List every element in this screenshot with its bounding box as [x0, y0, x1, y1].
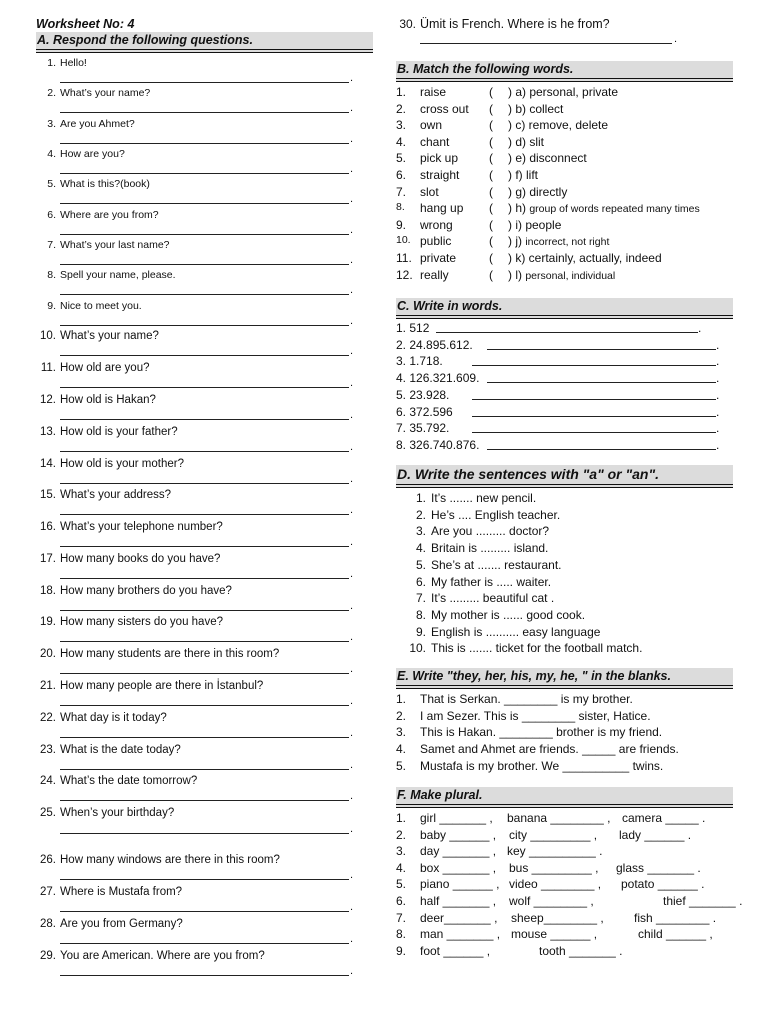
match-word: chant [420, 134, 450, 149]
answer-line[interactable] [60, 737, 349, 738]
question-number: 8. [47, 269, 56, 281]
worksheet-title: Worksheet No: 4 [36, 17, 135, 31]
question-text: How old are you? [60, 362, 150, 374]
section-e-heading: E. Write "they, her, his, my, he, " in the blanks. [396, 668, 733, 689]
answer-line[interactable] [60, 975, 349, 976]
number-label: 4. 126.321.609. [396, 371, 480, 386]
blank-sentence[interactable]: Mustafa is my brother. We __________ twins. [420, 758, 664, 773]
question-text: What’s your telephone number? [60, 521, 223, 533]
question-text: Are you Ahmet? [60, 118, 135, 130]
match-paren[interactable]: ( [489, 184, 493, 199]
match-paren[interactable]: ( [489, 217, 493, 232]
sentence-number: 4. [415, 541, 426, 556]
sentence-number: 8. [415, 607, 426, 622]
blank-number: 3. [396, 725, 407, 740]
question-number: 25. [40, 807, 56, 819]
plural-item [396, 811, 732, 827]
match-definition: ) c) remove, delete [508, 118, 609, 133]
write-in-words-item: 8. 326.740.876. . [396, 437, 720, 452]
answer-line[interactable] [60, 294, 349, 295]
answer-line[interactable] [472, 389, 716, 400]
section-f-heading: F. Make plural. [396, 787, 733, 808]
answer-line[interactable] [60, 355, 349, 356]
match-item [396, 268, 732, 284]
answer-line[interactable] [60, 387, 349, 388]
question-text: What’s your name? [60, 330, 159, 342]
plural-number: 8. [396, 927, 407, 942]
plural-word-a[interactable]: deer_______ , [420, 910, 498, 925]
answer-line[interactable] [60, 234, 349, 235]
write-in-words-item: 4. 126.321.609. . [396, 371, 720, 386]
write-in-words-item: 1. 512 . [396, 321, 702, 335]
match-item [396, 185, 732, 201]
blank-number: 4. [396, 742, 407, 757]
answer-line[interactable] [60, 264, 349, 265]
answer-line[interactable] [60, 143, 349, 144]
number-label: 1. 512 [396, 321, 430, 335]
question-number: 30. [399, 17, 416, 31]
match-paren[interactable]: ( [489, 251, 493, 265]
answer-line[interactable] [60, 673, 349, 674]
question-text: You are American. Where are you from? [60, 950, 265, 962]
plural-word-c[interactable]: glass _______ . [616, 860, 701, 875]
question-text: What’s your name? [60, 87, 151, 99]
sentence-number: 1. [415, 491, 426, 505]
plural-item [396, 944, 732, 960]
match-number: 2. [396, 101, 407, 116]
match-word: own [420, 118, 443, 133]
match-definition: ) b) collect [508, 101, 564, 116]
question-number: 5. [47, 178, 56, 190]
plural-word-a[interactable]: day _______ , [420, 844, 497, 859]
write-in-words-item: 6. 372.596 . [396, 404, 720, 419]
sentence-text[interactable]: My mother is ...... good cook. [431, 607, 586, 622]
sentence-text[interactable]: This is ....... ticket for the football match. [431, 641, 643, 656]
question-text: Are you from Germany? [60, 918, 183, 930]
plural-number: 5. [396, 877, 407, 892]
question-number: 24. [40, 775, 56, 787]
match-text: group of words repeated many times [529, 203, 700, 216]
question-30: 30. Ümit is French. Where is he from? . [396, 17, 732, 47]
question-number: 7. [47, 239, 56, 251]
plural-word-a[interactable]: man _______ , [420, 927, 501, 942]
sentence-number: 5. [415, 557, 426, 572]
match-paren[interactable]: ( [489, 234, 493, 249]
match-definition: ) i) people [508, 217, 562, 232]
question-text: How many sisters do you have? [60, 616, 223, 628]
section-a-heading: A. Respond the following questions. [36, 32, 373, 53]
match-number: 9. [396, 217, 407, 232]
answer-line[interactable] [60, 203, 349, 204]
sentence-text[interactable]: English is .......... easy language [431, 624, 601, 639]
match-word: cross out [420, 101, 469, 116]
match-paren[interactable]: ( [489, 134, 493, 149]
answer-line[interactable] [60, 610, 349, 611]
match-paren[interactable]: ( [489, 201, 493, 216]
match-item [396, 218, 732, 234]
answer-line[interactable] [60, 943, 349, 944]
question-text: Where is Mustafa from? [60, 886, 183, 898]
sentence-number: 6. [415, 574, 426, 589]
write-in-words-item: 5. 23.928. . [396, 387, 720, 402]
write-in-words-item: 2. 24.895.612. . [396, 337, 720, 352]
question-number: 20. [40, 648, 56, 660]
question-text: Spell your name, please. [60, 269, 176, 281]
answer-line[interactable] [487, 339, 716, 350]
match-number: 3. [396, 118, 407, 133]
answer-line[interactable] [60, 578, 349, 579]
question-text: What is this?(book) [60, 178, 150, 190]
question-number: 12. [40, 394, 56, 406]
plural-word-c[interactable]: camera _____ . [622, 811, 706, 825]
match-item [396, 151, 732, 167]
number-label: 3. 1.718. [396, 354, 443, 369]
plural-number: 3. [396, 844, 407, 859]
blank-number: 5. [396, 758, 407, 773]
question-text: What’s your address? [60, 489, 172, 501]
plural-item [396, 861, 732, 877]
plural-word-a[interactable]: foot ______ , [420, 943, 491, 958]
answer-line[interactable] [60, 419, 349, 420]
plural-word-c[interactable]: child ______ , [638, 927, 713, 942]
match-number: 8. [396, 201, 405, 214]
question-number: 22. [40, 712, 56, 724]
question-text: How many students are there in this room? [60, 648, 280, 660]
plural-word-c[interactable]: lady ______ . [619, 827, 692, 842]
answer-line[interactable] [472, 422, 716, 433]
plural-word-a[interactable]: half _______ , [420, 894, 497, 908]
question-text: What is the date today? [60, 744, 181, 756]
plural-word-c[interactable]: potato ______ . [621, 877, 705, 892]
plural-number: 4. [396, 860, 407, 875]
question-text: How many brothers do you have? [60, 585, 232, 597]
sentence-text[interactable]: My father is ..... waiter. [431, 574, 552, 589]
match-word: wrong [420, 217, 453, 232]
match-definition: ) d) slit [508, 134, 544, 149]
plural-word-b[interactable]: tooth _______ . [539, 943, 623, 958]
question-text: What day is it today? [60, 712, 167, 724]
question-number: 18. [40, 585, 56, 597]
plural-word-a[interactable]: piano ______ , [420, 877, 500, 892]
question-number: 23. [40, 744, 56, 756]
question-number: 9. [47, 300, 56, 312]
match-definition [508, 201, 700, 215]
match-definition: ) k) certainly, actually, indeed [508, 251, 662, 265]
question-text: How many books do you have? [60, 553, 221, 565]
match-number: 10. [396, 234, 411, 247]
question-text: How are you? [60, 148, 125, 160]
match-number: 5. [396, 151, 407, 166]
answer-line[interactable] [60, 112, 349, 113]
sentence-number: 9. [415, 624, 426, 639]
question-number: 10. [40, 330, 56, 342]
question-number: 19. [40, 616, 56, 628]
match-definition: ) g) directly [508, 184, 568, 199]
plural-word-b[interactable]: wolf ________ , [509, 894, 594, 908]
match-number: 1. [396, 85, 407, 99]
sentence-text[interactable]: Britain is ......... island. [431, 541, 549, 556]
plural-word-b[interactable]: sheep________ , [511, 910, 604, 925]
match-paren[interactable]: ( [489, 151, 493, 166]
plural-item [396, 927, 732, 943]
match-item [396, 251, 732, 267]
answer-line[interactable] [60, 833, 349, 834]
match-item [396, 135, 732, 151]
match-definition: ) e) disconnect [508, 151, 587, 166]
match-paren[interactable]: ( [489, 267, 493, 282]
match-word: really [420, 267, 449, 282]
answer-line[interactable] [60, 911, 349, 912]
blank-number: 1. [396, 692, 407, 706]
write-in-words-item: 3. 1.718. . [396, 354, 720, 369]
sentence-number: 7. [415, 591, 426, 606]
answer-line[interactable] [60, 879, 349, 880]
sentence-text[interactable]: She’s at ....... restaurant. [431, 557, 562, 572]
match-letter: ) l) [508, 267, 526, 282]
answer-line[interactable] [60, 451, 349, 452]
question-text: What’s the date tomorrow? [60, 775, 198, 787]
blank-sentence[interactable]: Samet and Ahmet are friends. _____ are friends. [420, 742, 679, 757]
blank-sentence[interactable]: I am Sezer. This is ________ sister, Hatice. [420, 708, 651, 723]
section-b-heading: B. Match the following words. [396, 61, 733, 82]
question-number: 3. [47, 118, 56, 130]
answer-line[interactable] [60, 641, 349, 642]
plural-word-b[interactable]: mouse ______ , [511, 927, 598, 942]
answer-line[interactable] [487, 372, 716, 383]
plural-word-c[interactable]: fish ________ . [634, 910, 717, 925]
sentence-number: 2. [415, 507, 426, 522]
sentence-text[interactable]: It’s ......... beautiful cat . [431, 591, 555, 606]
question-text: Nice to meet you. [60, 300, 142, 312]
answer-line[interactable] [487, 439, 716, 450]
question-number: 14. [40, 458, 56, 470]
match-item [396, 85, 732, 101]
question-number: 26. [40, 854, 56, 866]
question-text: How many people are there in İstanbul? [60, 680, 264, 692]
answer-line[interactable] [60, 546, 349, 547]
plural-number: 9. [396, 943, 407, 958]
match-word: public [420, 234, 452, 249]
plural-number: 2. [396, 827, 407, 842]
question-text: How old is Hakan? [60, 394, 156, 406]
answer-line[interactable] [60, 705, 349, 706]
question-number: 1. [47, 57, 56, 69]
number-label: 7. 35.792. [396, 421, 450, 436]
answer-line[interactable] [436, 322, 698, 333]
question-number: 11. [40, 362, 56, 374]
answer-line[interactable] [60, 514, 349, 515]
section-d-heading: D. Write the sentences with "a" or "an". [396, 465, 733, 488]
question-number: 13. [40, 426, 56, 438]
match-paren[interactable]: ( [489, 118, 493, 133]
answer-line[interactable] [60, 325, 349, 326]
match-word: straight [420, 168, 460, 182]
match-letter: ) j) [508, 234, 526, 249]
match-number: 12. [396, 267, 413, 282]
match-paren[interactable]: ( [489, 168, 493, 182]
plural-word-a[interactable]: girl _______ , [420, 811, 493, 825]
plural-word-a[interactable]: box _______ , [420, 860, 497, 875]
match-word: pick up [420, 151, 459, 166]
question-text: When’s your birthday? [60, 807, 175, 819]
question-number: 15. [40, 489, 56, 501]
question-number: 16. [40, 521, 56, 533]
plural-word-a[interactable]: baby ______ , [420, 827, 497, 842]
question-number: 6. [47, 209, 56, 221]
sentence-text[interactable]: It’s ....... new pencil. [431, 491, 537, 505]
blank-number: 2. [396, 708, 407, 723]
match-word: slot [420, 184, 439, 199]
match-item [396, 102, 732, 118]
question-number: 27. [40, 886, 56, 898]
question-number: 29. [40, 950, 56, 962]
answer-line[interactable] [420, 43, 672, 44]
answer-line[interactable] [60, 769, 349, 770]
sentence-number: 10. [409, 641, 426, 656]
answer-line[interactable] [60, 483, 349, 484]
plural-word-b[interactable]: banana ________ , [507, 811, 611, 825]
question-number: 21. [40, 680, 56, 692]
plural-number: 7. [396, 910, 407, 925]
sentence-number: 3. [415, 524, 426, 539]
blank-sentence[interactable]: This is Hakan. ________ brother is my friend. [420, 725, 663, 740]
plural-item [396, 894, 743, 910]
plural-item [396, 844, 732, 860]
question-text: Hello! [60, 57, 87, 69]
answer-line[interactable] [472, 355, 716, 366]
match-text: personal, individual [525, 269, 616, 282]
match-definition [508, 234, 609, 248]
answer-line[interactable] [60, 800, 349, 801]
number-label: 5. 23.928. [396, 387, 450, 402]
question-number: 4. [47, 148, 56, 160]
match-number: 11. [396, 251, 412, 265]
question-number: 17. [40, 553, 56, 565]
answer-line[interactable] [472, 406, 716, 417]
answer-line[interactable] [60, 82, 349, 83]
sentence-text[interactable]: Are you ......... doctor? [431, 524, 550, 539]
match-number: 7. [396, 184, 407, 199]
question-text: What’s your last name? [60, 239, 170, 251]
match-item [396, 234, 732, 250]
match-text: incorrect, not right [525, 236, 610, 249]
match-definition: ) a) personal, private [508, 85, 619, 99]
question-text: How old is your mother? [60, 458, 184, 470]
match-paren[interactable]: ( [489, 85, 493, 99]
plural-item [396, 828, 732, 844]
match-definition [508, 268, 615, 282]
match-number: 4. [396, 134, 407, 149]
number-label: 8. 326.740.876. [396, 437, 480, 452]
number-label: 2. 24.895.612. [396, 337, 473, 352]
match-item [396, 168, 732, 184]
question-text: Where are you from? [60, 209, 159, 221]
question-text: How many windows are there in this room? [60, 854, 280, 866]
plural-word-b[interactable]: bus _________ , [509, 860, 599, 875]
plural-number: 6. [396, 894, 407, 908]
blank-sentence[interactable]: That is Serkan. ________ is my brother. [420, 692, 633, 706]
answer-line[interactable] [60, 173, 349, 174]
match-word: hang up [420, 201, 464, 216]
match-definition: ) f) lift [508, 168, 538, 182]
match-word: private [420, 251, 457, 265]
sentence-text[interactable]: He’s .... English teacher. [431, 507, 561, 522]
match-paren[interactable]: ( [489, 101, 493, 116]
question-text: How old is your father? [60, 426, 178, 438]
match-item [396, 201, 732, 217]
match-letter: ) h) [508, 201, 530, 216]
plural-word-b[interactable]: city _________ , [509, 827, 598, 842]
question-number: 28. [40, 918, 56, 930]
question-text: Ümit is French. Where is he from? [420, 17, 610, 31]
plural-item [396, 911, 732, 927]
number-label: 6. 372.596 [396, 404, 453, 419]
write-in-words-item: 7. 35.792. . [396, 421, 720, 436]
plural-item [396, 877, 732, 893]
plural-word-b[interactable]: key __________ . [507, 844, 603, 859]
section-c-heading: C. Write in words. [396, 298, 733, 319]
plural-word-b[interactable]: video ________ , [509, 877, 602, 892]
match-number: 6. [396, 168, 407, 182]
match-item [396, 118, 732, 134]
match-word: raise [420, 85, 447, 99]
question-number: 2. [47, 87, 56, 99]
plural-number: 1. [396, 811, 407, 825]
plural-word-c[interactable]: thief _______ . [663, 894, 743, 908]
